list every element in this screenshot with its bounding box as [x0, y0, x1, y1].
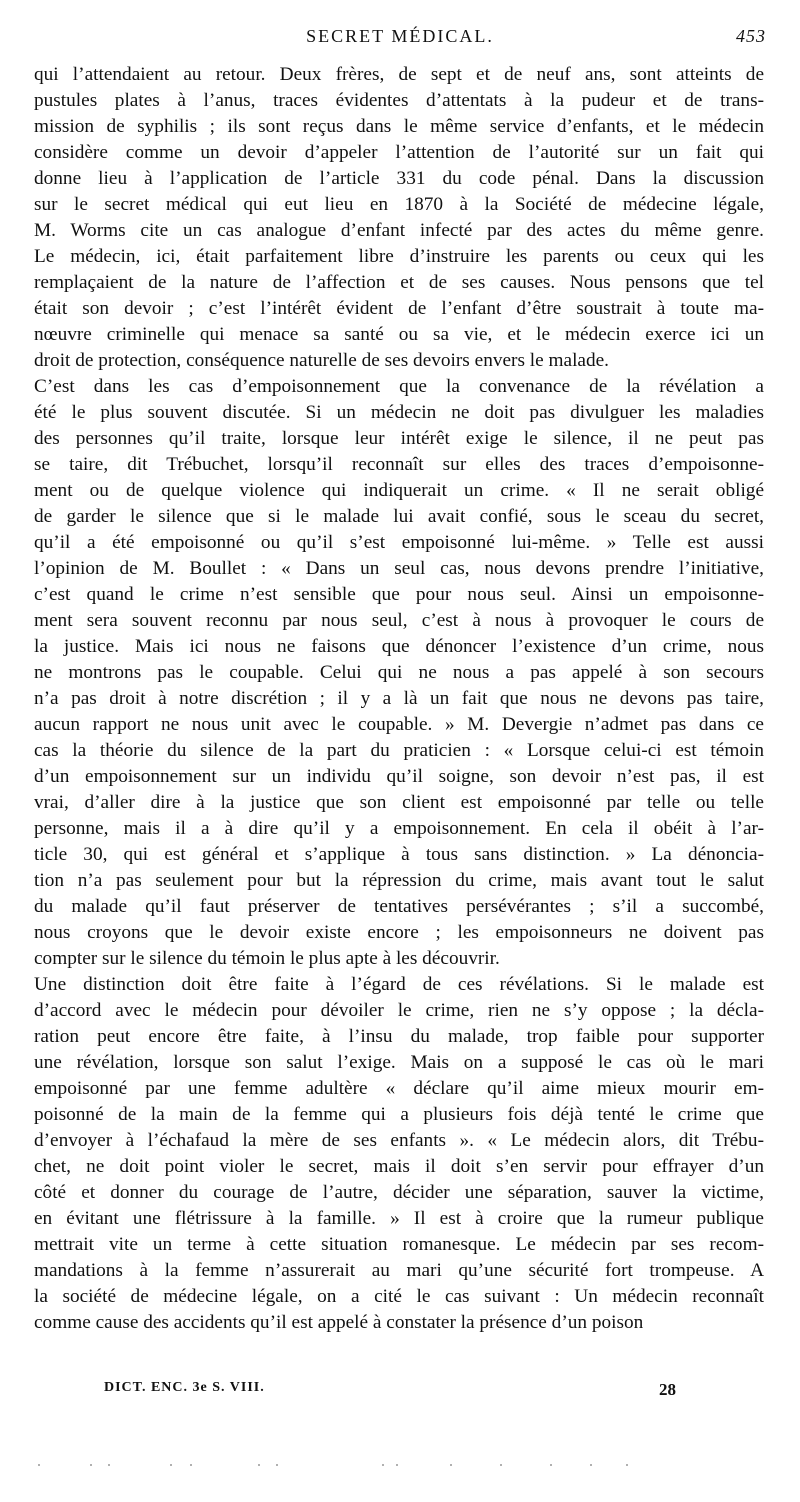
paragraph [34, 374, 764, 972]
paragraph [34, 972, 764, 1336]
text-line: M. Worms cite un cas analogue d’enfant infecté par des actes du même genre. [34, 220, 764, 241]
text-line: Une distinction doit être faite à l’égard de ces révélations. Si le malade est [34, 974, 764, 995]
text-line: cas la théorie du silence de la part du praticien : « Lorsque celui-ci est témoin [34, 740, 764, 761]
text-line: la justice. Mais ici nous ne faisons que dénoncer l’existence d’un crime, nous [34, 636, 764, 657]
text-line: l’opinion de M. Boullet : « Dans un seul cas, nous devons prendre l’initiative, [34, 558, 764, 579]
page-number: 453 [736, 26, 766, 46]
text-line: une révélation, lorsque son salut l’exige. Mais on a supposé le cas où le mari [34, 1052, 764, 1073]
body-text [34, 62, 764, 1336]
text-line: mettrait vite un terme à cette situation romanesque. Le médecin par ses recom- [34, 1234, 764, 1255]
text-line: se taire, dit Trébuchet, lorsqu’il reconnaît sur elles des traces d’empoisonne- [34, 454, 764, 475]
text-line: qu’il a été empoisonné ou qu’il s’est empoisonné lui-même. » Telle est aussi [34, 532, 764, 553]
page-title: SECRET MÉDICAL. [306, 26, 494, 46]
text-line: remplaçaient de la nature de l’affection et de ses causes. Nous pensons que tel [34, 272, 764, 293]
text-line: personne, mais il a à dire qu’il y a empoisonnement. En cela il obéit à l’ar- [34, 818, 764, 839]
text-line: mandations à la femme n’assurerait au mari qu’une sécurité fort trompeuse. A [34, 1260, 764, 1281]
text-line: en évitant une flétrissure à la famille. » Il est à croire que la rumeur publique [34, 1208, 764, 1229]
text-line: tion n’a pas seulement pour but la répression du crime, mais avant tout le salut [34, 870, 764, 891]
text-line: ment ou de quelque violence qui indiquerait un crime. « Il ne serait obligé [34, 480, 764, 501]
text-line: d’un empoisonnement sur un individu qu’il soigne, son devoir n’est pas, il est [34, 766, 764, 787]
text-line: donne lieu à l’application de l’article 331 du code pénal. Dans la discussion [34, 168, 764, 189]
text-line: n’a pas droit à notre discrétion ; il y a là un fait que nous ne devons pas taire, [34, 688, 764, 709]
text-line: comme cause des accidents qu’il est appelé à constater la présence d’un poison [34, 1312, 644, 1333]
printer-signature: DICT. ENC. 3e S. VIII. [104, 1380, 265, 1395]
text-line: droit de protection, conséquence naturelle de ses devoirs envers le malade. [34, 350, 610, 371]
text-line: ment sera souvent reconnu par nous seul, c’est à nous à provoquer le cours de [34, 610, 764, 631]
text-line: ticle 30, qui est général et s’applique à tous sans distinction. » La dénoncia- [34, 844, 764, 865]
signature-number: 28 [659, 1380, 676, 1399]
text-line: aucun rapport ne nous unit avec le coupable. » M. Devergie n’admet pas dans ce [34, 714, 764, 735]
text-line: compter sur le silence du témoin le plus apte à les découvrir. [34, 948, 500, 969]
text-line: était son devoir ; c’est l’intérêt évident de l’enfant d’être soustrait à toute ma- [34, 298, 764, 319]
text-line: poisonné de la main de la femme qui a plusieurs fois déjà tenté le crime que [34, 1104, 764, 1125]
text-line: C’est dans les cas d’empoisonnement que la convenance de la révélation a [34, 376, 764, 397]
text-line: pustules plates à l’anus, traces évidentes d’attentats à la pudeur et de trans- [34, 90, 764, 111]
text-line: été le plus souvent discutée. Si un médecin ne doit pas divulguer les maladies [34, 402, 764, 423]
text-line: ne montrons pas le coupable. Celui qui ne nous a pas appelé à son secours [34, 662, 764, 683]
text-line: considère comme un devoir d’appeler l’attention de l’autorité sur un fait qui [34, 142, 764, 163]
text-line: Le médecin, ici, était parfaitement libre d’instruire les parents ou ceux qui les [34, 246, 764, 267]
text-line: d’envoyer à l’échafaud la mère de ses enfants ». « Le médecin alors, dit Trébu- [34, 1130, 764, 1151]
paragraph [34, 62, 764, 374]
text-line: nous croyons que le devoir existe encore ; les empoisonneurs ne doivent pas [34, 922, 764, 943]
running-head [34, 26, 766, 50]
text-line: d’accord avec le médecin pour dévoiler le crime, rien ne s’y oppose ; la décla- [34, 1000, 764, 1021]
text-line: du malade qu’il faut préserver de tentatives persévérantes ; s’il a succombé, [34, 896, 764, 917]
text-line: mission de syphilis ; ils sont reçus dans le même service d’enfants, et le médecin [34, 116, 764, 137]
text-line: chet, ne doit point violer le secret, mais il doit s’en servir pour effrayer d’un [34, 1156, 764, 1177]
text-line: côté et donner du courage de l’autre, décider une séparation, sauver la victime, [34, 1182, 764, 1203]
page-footer [104, 1380, 676, 1404]
text-line: nœuvre criminelle qui menace sa santé ou sa vie, et le médecin exerce ici un [34, 324, 764, 345]
text-line: de garder le silence que si le malade lui avait confié, sous le sceau du secret, [34, 506, 764, 527]
text-line: qui l’attendaient au retour. Deux frères, de sept et de neuf ans, sont atteints de [34, 64, 764, 85]
text-line: sur le secret médical qui eut lieu en 1870 à la Société de médecine légale, [34, 194, 764, 215]
text-line: ration peut encore être faite, à l’insu du malade, trop faible pour supporter [34, 1026, 764, 1047]
text-line: c’est quand le crime n’est sensible que pour nous seul. Ainsi un empoisonne- [34, 584, 764, 605]
text-line: la société de médecine légale, on a cité le cas suivant : Un médecin reconnaît [34, 1286, 764, 1307]
text-line: des personnes qu’il traite, lorsque leur intérêt exige le silence, il ne peut pas [34, 428, 764, 449]
text-line: empoisonné par une femme adultère « déclare qu’il aime mieux mourir em- [34, 1078, 764, 1099]
text-line: vrai, d’aller dire à la justice que son client est empoisonné par telle ou telle [34, 792, 764, 813]
scan-specks [30, 1460, 670, 1470]
